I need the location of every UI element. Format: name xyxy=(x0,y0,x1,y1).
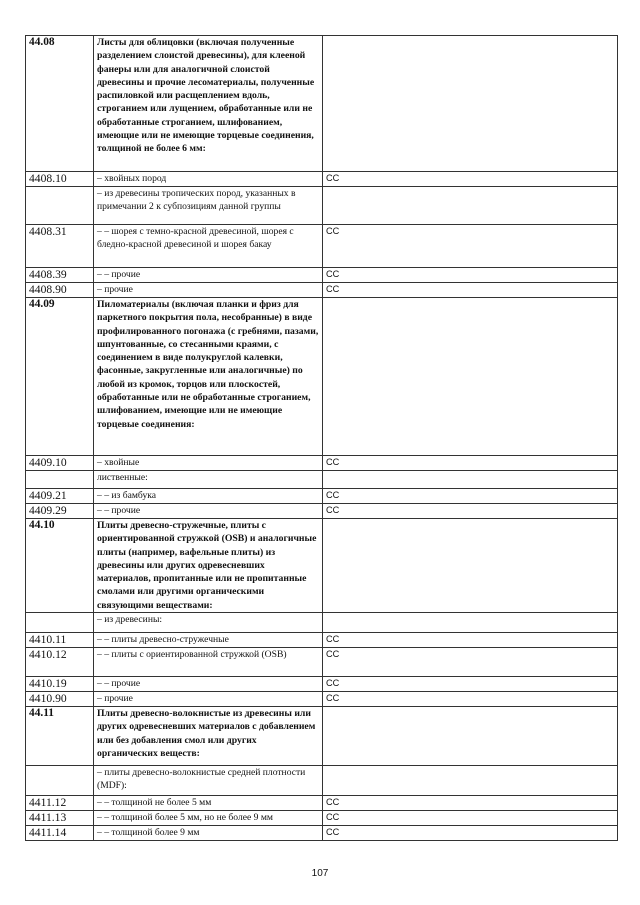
document-cell xyxy=(323,36,618,172)
description-cell: Плиты древесно-стружечные, плиты с ориентированной стружкой (OSB) и аналогичные плиты (например, вафельные плиты) из древесины или других одревесневших материалов, пропитанные или не пропитанные смолами или другими органическими связующими веществами: xyxy=(94,519,323,613)
table-row xyxy=(26,796,618,811)
table-row xyxy=(26,648,618,677)
document-cell: СС xyxy=(323,648,618,677)
table-row xyxy=(26,633,618,648)
document-cell xyxy=(323,613,618,633)
description-cell: – из древесины: xyxy=(94,613,323,633)
description-cell: – – плиты древесно-стружечные xyxy=(94,633,323,648)
document-cell: СС xyxy=(323,692,618,707)
table-row xyxy=(26,489,618,504)
tariff-table-body xyxy=(26,36,618,841)
table-row xyxy=(26,456,618,471)
document-cell: СС xyxy=(323,225,618,268)
code-cell: 44.08 xyxy=(26,36,94,172)
document-cell xyxy=(323,187,618,225)
code-cell: 44.10 xyxy=(26,519,94,613)
code-cell: 4408.90 xyxy=(26,283,94,298)
code-cell xyxy=(26,613,94,633)
code-cell: 4410.19 xyxy=(26,677,94,692)
description-cell: – – прочие xyxy=(94,504,323,519)
code-cell: 4408.31 xyxy=(26,225,94,268)
table-row xyxy=(26,225,618,268)
table-heading-row xyxy=(26,707,618,766)
code-cell: 4411.13 xyxy=(26,811,94,826)
code-cell: 4408.39 xyxy=(26,268,94,283)
document-cell: СС xyxy=(323,489,618,504)
table-row xyxy=(26,766,618,796)
table-row xyxy=(26,692,618,707)
code-cell: 44.11 xyxy=(26,707,94,766)
code-cell: 4409.10 xyxy=(26,456,94,471)
document-cell: СС xyxy=(323,796,618,811)
document-cell: СС xyxy=(323,172,618,187)
table-heading-row xyxy=(26,298,618,456)
code-cell: 4410.90 xyxy=(26,692,94,707)
code-cell: 4410.11 xyxy=(26,633,94,648)
document-cell: СС xyxy=(323,504,618,519)
table-row xyxy=(26,187,618,225)
table-row xyxy=(26,677,618,692)
code-cell: 44.09 xyxy=(26,298,94,456)
table-row xyxy=(26,172,618,187)
document-cell: СС xyxy=(323,811,618,826)
description-cell: – – шорея с темно-красной древесиной, шорея с бледно-красной древесиной и шорея бакау xyxy=(94,225,323,268)
description-cell: – прочие xyxy=(94,692,323,707)
code-cell xyxy=(26,766,94,796)
document-cell: СС xyxy=(323,633,618,648)
description-cell: – – толщиной более 9 мм xyxy=(94,826,323,841)
code-cell xyxy=(26,187,94,225)
table-row xyxy=(26,811,618,826)
document-cell: СС xyxy=(323,456,618,471)
code-cell: 4411.14 xyxy=(26,826,94,841)
document-cell: СС xyxy=(323,268,618,283)
description-cell: – – толщиной не более 5 мм xyxy=(94,796,323,811)
code-cell xyxy=(26,471,94,489)
document-cell xyxy=(323,298,618,456)
table-heading-row xyxy=(26,36,618,172)
table-row xyxy=(26,504,618,519)
document-cell: СС xyxy=(323,283,618,298)
document-cell xyxy=(323,707,618,766)
description-cell: лиственные: xyxy=(94,471,323,489)
description-cell: Пиломатериалы (включая планки и фриз для паркетного покрытия пола, несобранные) в виде профилированного погонажа (с гребнями, пазами, шпунтованные, со стесанными краями, с соединением в виде полукруглой калевки, фасонные, закругленные или аналогичные) по любой из кромок, торцов или плоскостей, обработанные или не обработанные строганием, шлифованием, имеющие или не имеющие торцевые соединения: xyxy=(94,298,323,456)
table-row xyxy=(26,471,618,489)
document-cell xyxy=(323,519,618,613)
description-cell: – плиты древесно-волокнистые средней плотности (MDF): xyxy=(94,766,323,796)
description-cell: – хвойных пород xyxy=(94,172,323,187)
description-cell: – – прочие xyxy=(94,268,323,283)
description-cell: – из древесины тропических пород, указанных в примечании 2 к субпозициям данной группы xyxy=(94,187,323,225)
description-cell: – – из бамбука xyxy=(94,489,323,504)
description-cell: Листы для облицовки (включая полученные разделением слоистой древесины), для клееной фанеры или для аналогичной слоистой древесины и прочие лесоматериалы, полученные распиловкой или расщеплением вдоль, строганием или лущением, обработанные или не обработанные строганием, шлифованием, имеющие или не имеющие торцевые соединения, толщиной не более 6 мм: xyxy=(94,36,323,172)
document-cell: СС xyxy=(323,826,618,841)
document-cell: СС xyxy=(323,677,618,692)
table-row xyxy=(26,283,618,298)
description-cell: – прочие xyxy=(94,283,323,298)
table-row xyxy=(26,268,618,283)
table-row xyxy=(26,826,618,841)
code-cell: 4409.21 xyxy=(26,489,94,504)
description-cell: Плиты древесно-волокнистые из древесины или других одревесневших материалов с добавлением или без добавления смол или других органических веществ: xyxy=(94,707,323,766)
code-cell: 4408.10 xyxy=(26,172,94,187)
code-cell: 4410.12 xyxy=(26,648,94,677)
document-cell xyxy=(323,471,618,489)
tariff-table xyxy=(25,35,618,841)
document-cell xyxy=(323,766,618,796)
code-cell: 4411.12 xyxy=(26,796,94,811)
table-heading-row xyxy=(26,519,618,613)
description-cell: – – толщиной более 5 мм, но не более 9 мм xyxy=(94,811,323,826)
code-cell: 4409.29 xyxy=(26,504,94,519)
description-cell: – – прочие xyxy=(94,677,323,692)
description-cell: – – плиты с ориентированной стружкой (OSB) xyxy=(94,648,323,677)
page-number: 107 xyxy=(311,868,329,879)
description-cell: – хвойные xyxy=(94,456,323,471)
table-row xyxy=(26,613,618,633)
